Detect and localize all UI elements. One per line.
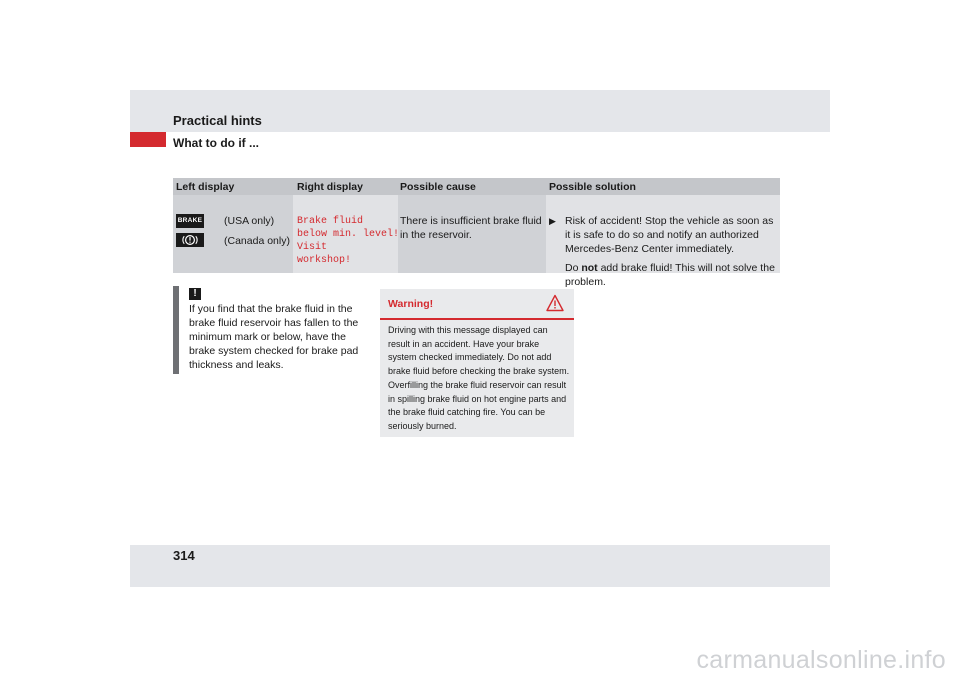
header-possible-cause: Possible cause [400,181,476,193]
section-marker [130,132,166,147]
note-bar [173,286,179,374]
warning-rule [380,318,574,320]
footer-band [130,545,830,587]
brake-warning-circle-icon [176,233,204,247]
canada-only-label: (Canada only) [224,235,290,247]
header-right-display: Right display [297,181,363,193]
watermark: carmanualsonline.info [696,646,946,674]
display-line: Visit [297,242,328,253]
table-row [173,195,780,288]
solution-step: Risk of accident! Stop the vehicle as soon as it is safe to do so and notify an authorized Mercedes-Benz Center immediately. [565,215,774,255]
solution-note [565,261,777,289]
note-text: If you find that the brake fluid in the brake fluid reservoir has fallen to the minimum mark or below, have the brake system checked for brake pad thickness and leaks. [189,303,359,371]
note-emphasis: not [581,262,598,274]
header-left-display: Left display [176,181,235,193]
warning-triangle-icon [546,294,564,312]
possible-cause: There is insufficient brake fluid in the reservoir. [400,215,542,241]
table-header [173,178,780,195]
subsection-title: What to do if ... [173,136,259,150]
warning-box [380,289,574,437]
display-line: Brake fluid [297,216,364,227]
header-possible-solution: Possible solution [549,181,636,193]
display-line: below min. level! [297,229,400,240]
display-message [297,215,399,267]
brake-icon: BRAKE [176,214,204,228]
exclamation-icon: ! [189,288,201,300]
warning-title: Warning! [388,298,434,310]
section-title: Practical hints [173,113,262,128]
usa-only-label: (USA only) [224,215,275,227]
message-table [173,178,780,288]
display-line: workshop! [297,255,352,266]
triangle-right-icon: ▶ [549,216,556,226]
note-suffix: add brake fluid! This will not solve the problem. [565,262,775,288]
note-prefix: Do [565,262,582,274]
page-number: 314 [173,548,195,563]
warning-text: Driving with this message displayed can result in an accident. Have your brake system checked immediately. Do not add brake fluid before checking the brake system. Overfilling the brake fluid reservoir can result in spilling brake fluid on hot engine parts and the brake fluid catching fire. You can be seriously burned. [388,325,570,431]
